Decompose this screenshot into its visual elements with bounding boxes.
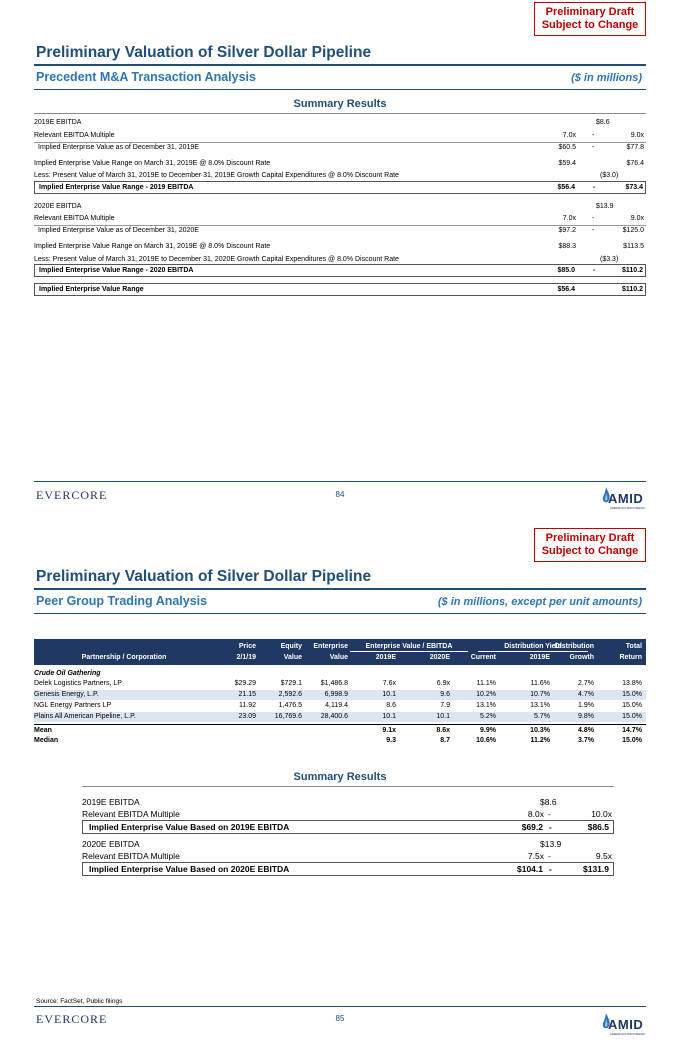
row-2019-implied-range: Implied Enterprise Value Range - 2019 EBITDA $56.4 - $73.4	[34, 181, 646, 194]
row-2020-multiple: Relevant EBITDA Multiple 7.0x - 9.0x	[34, 215, 644, 222]
row-2020-multiple: Relevant EBITDA Multiple 7.5x - 9.5x	[82, 851, 612, 861]
row-2020-implied-ev: Implied Enterprise Value Based on 2020E EBITDA $104.1 - $131.9	[82, 862, 614, 876]
amid-subtext: AMERICAN MIDSTREAM	[610, 1032, 645, 1036]
row-2019-implied-ev: Implied Enterprise Value Based on 2019E EBITDA $69.2 - $86.5	[82, 820, 614, 834]
summary-rule	[82, 786, 614, 787]
units-note: ($ in millions)	[571, 72, 642, 84]
peer-table-header: Price Equity Enterprise Enterprise Value / EBITDA Distribution Yield Distribution Total Partnership / Corporation 2/1/19 Value Value 2019E 2020E Current 2019E Growth Return	[34, 639, 646, 665]
section-subtitle: Precedent M&A Transaction Analysis	[36, 70, 256, 84]
table-row-median: Median 9.3 8.7 10.6% 11.2% 3.7% 15.0%	[34, 737, 642, 744]
stats-rule	[34, 724, 646, 725]
evercore-logo: EVERCORE	[36, 1012, 108, 1026]
row-2019-capex: Less: Present Value of March 31, 2019E to December 31, 2019E Growth Capital Expenditures @ 8.0% Discount Rate ($3.0)	[34, 172, 619, 179]
row-2019-multiple: Relevant EBITDA Multiple 7.0x - 9.0x	[34, 132, 644, 139]
row-2020-discounted-ev: Implied Enterprise Value Range on March 31, 2019E @ 8.0% Discount Rate $88.3 $113.5	[34, 243, 644, 250]
draft-stamp: Preliminary Draft Subject to Change	[534, 528, 646, 562]
row-2019-multiple: Relevant EBITDA Multiple 8.0x - 10.0x	[82, 809, 612, 819]
units-note: ($ in millions, except per unit amounts)	[437, 596, 642, 608]
summary-title: Summary Results	[293, 98, 387, 110]
table-row: Delek Logistics Partners, LP $29.29 $729.1 $1,486.8 7.6x 6.9x 11.1% 11.6% 2.7% 13.8%	[34, 680, 642, 687]
section-subtitle: Peer Group Trading Analysis	[36, 594, 208, 608]
page-title: Preliminary Valuation of Silver Dollar Pipeline	[36, 568, 372, 585]
page-number: 84	[335, 490, 345, 499]
subtitle-rule	[34, 89, 646, 90]
table-row: Genesis Energy, L.P. 21.15 2,592.6 6,998.9 10.1 9.6 10.2% 10.7% 4.7% 15.0%	[34, 690, 646, 700]
row-2020-implied-range: Implied Enterprise Value Range - 2020 EBITDA $85.0 - $110.2	[34, 264, 646, 277]
row-2019-ebitda: 2019E EBITDA $8.6	[34, 119, 610, 126]
row-2020-ebitda: 2020E EBITDA $13.9	[82, 839, 562, 849]
amid-logo: AMID AMERICAN MIDSTREAM	[598, 484, 650, 510]
slide-85	[0, 524, 680, 1049]
slide-84	[0, 0, 680, 522]
title-rule	[34, 588, 646, 590]
evercore-logo: EVERCORE	[36, 488, 108, 502]
summary-rule	[34, 113, 646, 114]
row-2020-ev: Implied Enterprise Value as of December 31, 2020E $97.2 - $125.0	[38, 227, 644, 234]
footer-rule	[34, 1006, 646, 1007]
table-row: NGL Energy Partners LP 11.92 1,476.5 4,119.4 8.6 7.9 13.1% 13.1% 1.9% 15.0%	[34, 702, 642, 709]
draft-stamp: Preliminary Draft Subject to Change	[534, 2, 646, 36]
row-implied-range-total: Implied Enterprise Value Range $56.4 $110.2	[34, 283, 646, 296]
row-2020-ebitda: 2020E EBITDA $13.9	[34, 203, 614, 210]
page-title: Preliminary Valuation of Silver Dollar Pipeline	[36, 44, 372, 61]
footer-rule	[34, 481, 646, 482]
row-2019-ev: Implied Enterprise Value as of December 31, 2019E $60.5 - $77.8	[38, 144, 644, 151]
amid-subtext: AMERICAN MIDSTREAM	[610, 506, 645, 510]
row-2020-capex: Less: Present Value of March 31, 2019E to December 31, 2020E Growth Capital Expenditures @ 8.0% Discount Rate ($3.3)	[34, 256, 619, 263]
subtitle-rule	[34, 613, 646, 614]
table-row-mean: Mean 9.1x 8.6x 9.9% 10.3% 4.8% 14.7%	[34, 727, 642, 734]
table-row: Plains All American Pipeline, L.P. 23.09 16,769.6 28,400.6 10.1 10.1 5.2% 5.7% 9.8% 15.0%	[34, 712, 646, 722]
table-section-label: Crude Oil Gathering	[34, 670, 101, 677]
row-2019-discounted-ev: Implied Enterprise Value Range on March 31, 2019E @ 8.0% Discount Rate $59.4 $76.4	[34, 160, 644, 167]
amid-logo: AMID AMERICAN MIDSTREAM	[598, 1010, 650, 1036]
page-number: 85	[335, 1014, 345, 1023]
title-rule	[34, 64, 646, 66]
source-note: Source: FactSet, Public filings	[36, 998, 123, 1005]
summary-title: Summary Results	[293, 771, 387, 783]
row-2019-ebitda: 2019E EBITDA $8.6	[82, 797, 557, 807]
